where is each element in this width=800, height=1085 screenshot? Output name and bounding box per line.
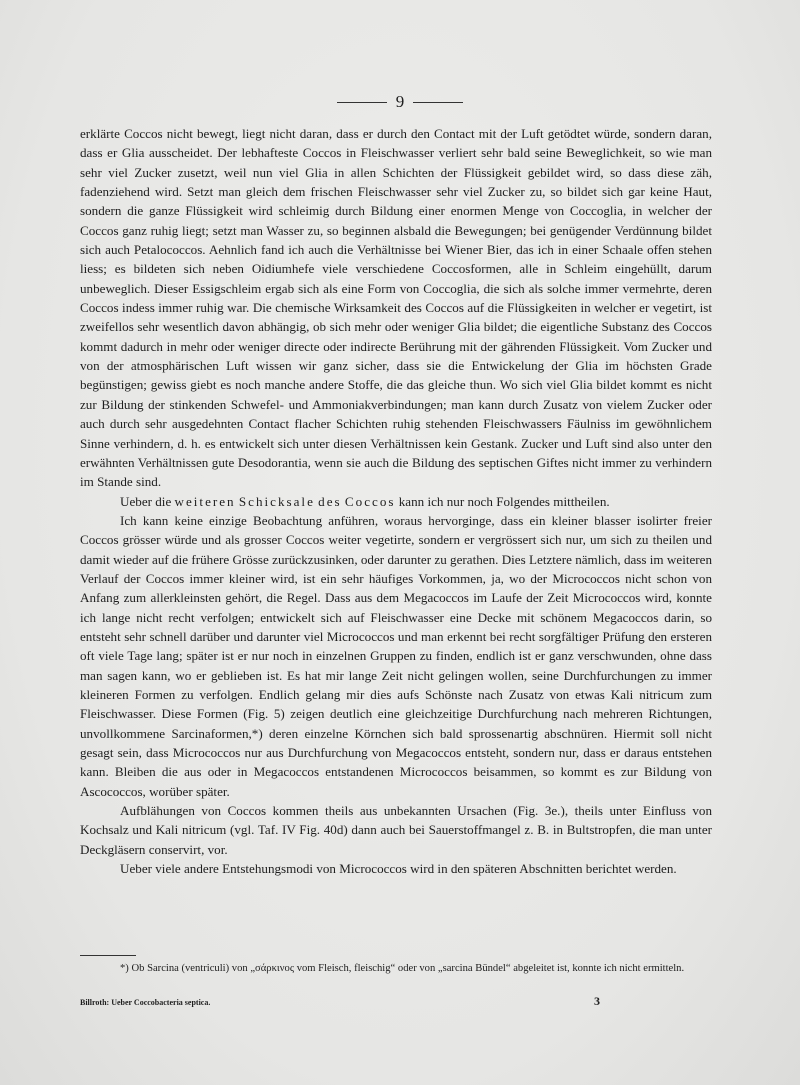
footer-source: Billroth: Ueber Coccobacteria septica. [80,998,211,1007]
page-number: 9 [395,92,405,111]
paragraph-5: Ueber viele andere Entstehungsmodi von Micrococcos wird in den späteren Abschnitten berichtet werden. [120,861,677,877]
body-text [80,124,712,878]
paragraph-3: Ich kann keine einzige Beobachtung anführen, woraus hervorginge, dass ein kleiner blasser isolirter freier Coccos grösser würde und als grosser Coccos weiter vegetirte, sondern er vergrössert sich nur, um sich zu theilen und damit wieder auf die frühere Grösse zurückzusinken, oder darunter zu gerathen. Dies Letztere nämlich, dass im weiteren Verlauf der Coccos immer kleiner wird, ist ein sehr häufiges Vorkommen, ja, wo der Micrococcos nicht schon von Anfang zum allerkleinsten gehört, die Regel. Dass aus dem Megacoccos im Laufe der Zeit Micrococcos wird, konnte ich lange nicht recht verfolgen; entwickelt sich auf Fleischwasser eine Decke mit schönem Megacoccos darin, so entsteht sehr schnell darüber und darunter viel Micrococcos und man erkennt bei recht sorgfältiger Prüfung den ersteren oft viele Tage lang; später ist er nur noch in einzelnen Gruppen zu finden, endlich ist er ganz verschwunden, ohne dass man sagen kann, wo er geblieben ist. Es hat mir lange Zeit nicht gelingen wollen, seine Durchfurchungen zu immer kleineren Formen zu verfolgen. Endlich gelang mir dies aufs Schönste nach Zusatz von etwas Kali nitricum zum Fleischwasser. Diese Formen (Fig. 5) zeigen deutlich eine gleichzeitige Durchfurchung nach mehreren Richtungen, unvollkommene Sarcinaformen,*) deren einzelne Körnchen sich bald sprossenartig abschnüren. Hiermit soll nicht gesagt sein, dass Micrococcos nur aus Durchfurchung von Megacoccos entsteht, sondern nur, dass er daraus entstehen kann. Bleiben die aus oder in Megacoccos entstandenen Micrococcos beisammen, so kommt es zur Bildung von Ascococcos, worüber später. [80,512,712,799]
page-footer [80,994,600,1009]
footnote-text: *) Ob Sarcina (ventriculi) von „σάρκινος vom Fleisch, fleischig“ oder von „sarcina Bündel“ abgeleitet ist, konnte ich nicht ermitteln. [120,963,685,974]
header-rule-left [337,102,387,103]
page-header [0,90,800,114]
spaced-word: Schicksale [238,493,315,509]
signature-mark: 3 [594,994,600,1008]
paragraph-1: erklärte Coccos nicht bewegt, liegt nicht daran, dass er durch den Contact mit der Luft getödtet würde, sondern daran, dass er Glia ausscheidet. Der lebhafteste Coccos in Fleischwasser verliert sehr bald seine Beweglichkeit, so wie man sehr viel Zucker zusetzt, weil nun viel Glia in allen Schichten der Flüssigkeit gebildet wird, so dass diese zäh, fadenziehend wird. Setzt man gleich dem frischen Fleischwasser sehr viel Zucker zu, so bildet sich gar keine Haut, sondern die ganze Flüssigkeit wird schleimig durch Bildung einer enormen Menge von Coccoglia, in welcher der Coccos ganz ruhig liegt; setzt man Wasser zu, so beginnen alsbald die Bewegungen; bei genügender Verdünnung bildet sich auch Petalococcos. Aehnlich fand ich auch die Verhältnisse bei Wiener Bier, das ich in einer Schaale offen stehen liess; es bildeten sich neben Oidiumhefe viele verschiedene Coccosformen, alle in Schleim eingehüllt, darum unbeweglich. Dieser Essigschleim ergab sich als eine Form von Coccoglia, die sich als solche immer vermehrte, deren Coccos indess immer ruhig war. Die chemische Wirksamkeit des Coccos auf die Flüssigkeiten in welcher er vegetirt, ist zweifellos sehr wesentlich davon abhängig, ob sich mehr oder weniger Glia bildet; die eigentliche Substanz des Coccos kommt dadurch in mehr oder weniger directe oder indirecte Berührung mit der gährenden Flüssigkeit. Vom Zucker und von der atmosphärischen Luft wissen wir ganz sicher, dass sie die Entwickelung der Glia im höchsten Grade begünstigen; gewiss giebt es noch manche andere Stoffe, die das gleiche thun. Wo sich viel Glia bildet kommt es nicht zur Bildung der stinkenden Schwefel- und Ammoniakverbindungen; man kann durch Zusatz von vielem Zucker oder auch durch sehr ausgedehnten Contact flacher Schichten ruhig stehenden Fleischwassers Fäulniss im gewöhnlichem Sinne verhindern, d. h. es entwickelt sich unter diesen Verhältnissen kein Gestank. Zucker und Luft sind also unter den erwähnten Verhältnissen gute Desodorantia, wenn sie auch die Bildung des septischen Giftes nicht immer zu verhindern im Stande sind. [80,126,712,490]
spaced-word: Coccos [344,493,396,509]
header-rule-right [413,102,463,103]
footnote [80,962,712,976]
spaced-word: weiteren [174,493,236,509]
paragraph-2: Ueber die weiteren Schicksale des Coccos kann ich nur noch Folgendes mittheilen. [120,493,610,509]
footnote-rule [80,955,136,956]
paragraph-4: Aufblähungen von Coccos kommen theils aus unbekannten Ursachen (Fig. 3e.), theils unter Einfluss von Kochsalz und Kali nitricum (vgl. Taf. IV Fig. 40d) dann auch bei Sauerstoffmangel z. B. in Bultstropfen, die man unter Deckgläsern conservirt, vor. [80,803,712,857]
spaced-word: des [318,493,342,509]
